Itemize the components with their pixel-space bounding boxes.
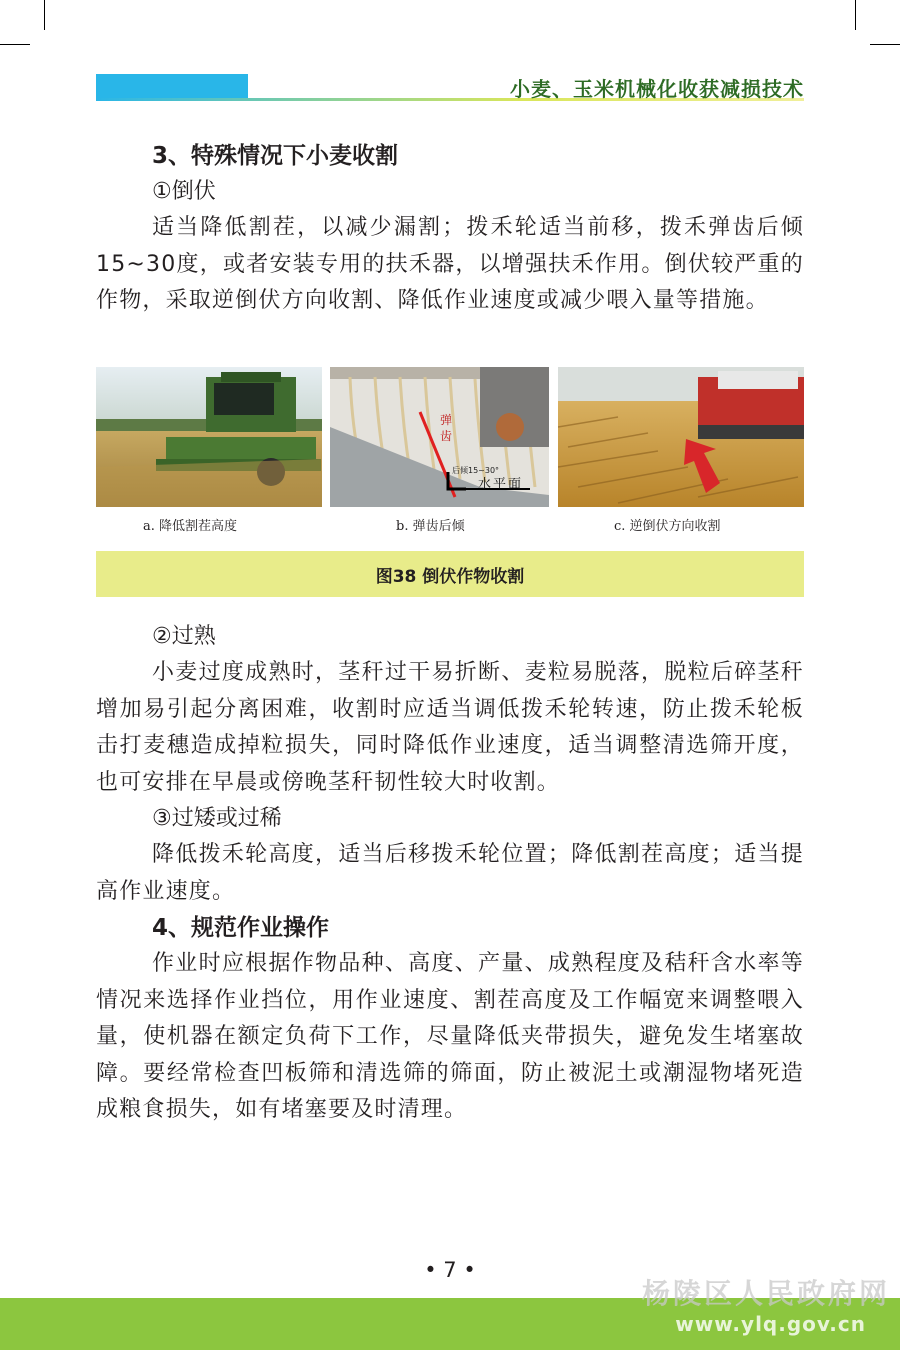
caption-c: c. 逆倒伏方向收割: [614, 519, 721, 534]
subheading-lodging: ①倒伏: [152, 179, 216, 204]
angle-label: 后倾15~30°: [452, 466, 500, 475]
crop-mark: [870, 44, 900, 45]
crop-mark: [44, 0, 45, 30]
caption-b: b. 弹齿后倾: [396, 519, 465, 534]
page-number: • 7 •: [424, 1258, 476, 1282]
figure-title: 图38 倒伏作物收割: [96, 551, 804, 597]
crop-mark: [0, 44, 30, 45]
watermark-url: www.ylq.gov.cn: [675, 1312, 866, 1336]
section-heading: 4、规范作业操作: [152, 915, 330, 941]
header-title: 小麦、玉米机械化收获减损技术: [510, 77, 804, 101]
section-heading: 3、特殊情况下小麦收割: [152, 143, 399, 169]
combine-harvester-photo: [96, 367, 322, 507]
ground-label: 水平面: [478, 477, 524, 492]
paragraph-overripe: 小麦过度成熟时，茎秆过干易折断、麦粒易脱落，脱粒后碎茎秆增加易引起分离困难，收割时应适当调低拨禾轮转速，防止拨禾轮板击打麦穗造成掉粒损失，同时降低作业速度，适当调整清选筛开度，也可安排在早晨或傍晚茎秆韧性较大时收割。: [96, 660, 804, 795]
section-3-continued: [96, 619, 804, 1129]
subheading-overripe: ②过熟: [152, 624, 216, 649]
crop-mark: [855, 0, 856, 30]
reel-tine-photo: [330, 367, 549, 507]
tine-label: 弹齿: [440, 413, 453, 443]
figure-photos: [96, 367, 804, 507]
paragraph-operation: 作业时应根据作物品种、高度、产量、成熟程度及秸秆含水率等情况来选择作业挡位，用作业速度、割茬高度及工作幅宽来调整喂入量，使机器在额定负荷下工作，尽量降低夹带损失，避免发生堵塞故障。要经常检查凹板筛和清选筛的筛面，防止被泥土或潮湿物堵死造成粮食损失，如有堵塞要及时清理。: [96, 951, 804, 1122]
paragraph-lodging: 适当降低割茬，以减少漏割；拨禾轮适当前移，拨禾弹齿后倾15~30度，或者安装专用的扶禾器，以增强扶禾作用。倒伏较严重的作物，采取逆倒伏方向收割、降低作业速度或减少喂入量等措施。: [96, 215, 804, 313]
lodged-wheat-photo: [558, 367, 804, 507]
watermark-site-name: 杨陵区人民政府网: [641, 1277, 890, 1310]
header-accent-block: [96, 74, 248, 100]
caption-a: a. 降低割茬高度: [143, 519, 238, 534]
subheading-short-sparse: ③过矮或过稀: [152, 806, 282, 831]
paragraph-short-sparse: 降低拨禾轮高度，适当后移拨禾轮位置；降低割茬高度；适当提高作业速度。: [96, 842, 804, 904]
section-3: [96, 138, 804, 320]
